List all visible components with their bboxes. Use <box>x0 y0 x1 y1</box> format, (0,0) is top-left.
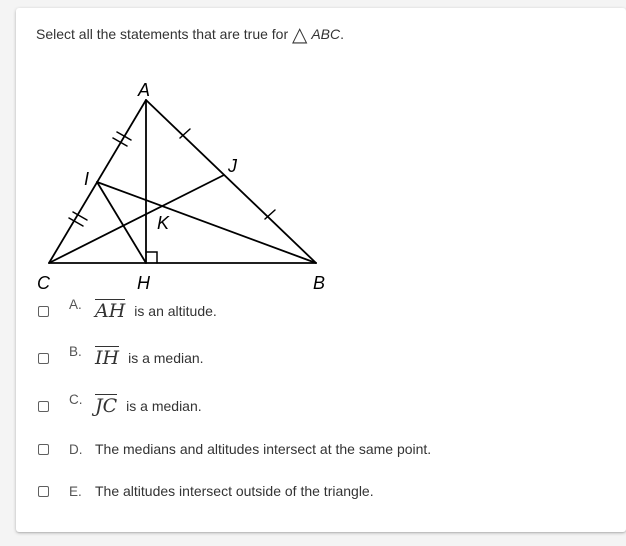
option-c-segment: JC <box>95 395 118 417</box>
option-b-segment: IH <box>95 347 120 369</box>
option-e-letter: E. <box>69 483 82 499</box>
triangle-symbol: △ <box>292 24 308 46</box>
option-c[interactable] <box>38 391 202 421</box>
triangle-name: ABC <box>311 26 341 42</box>
option-b-letter: B. <box>69 343 82 359</box>
option-b-text: is a median. <box>128 350 204 366</box>
prompt-text: Select all the statements that are true for <box>36 26 289 42</box>
option-a-segment: AH <box>95 300 126 322</box>
option-e[interactable] <box>38 476 374 506</box>
option-d-letter: D. <box>69 441 83 457</box>
option-c-checkbox[interactable] <box>38 401 49 412</box>
option-a[interactable] <box>38 296 217 326</box>
option-b-checkbox[interactable] <box>38 353 49 364</box>
option-c-letter: C. <box>69 391 83 407</box>
option-e-text: The altitudes intersect outside of the triangle. <box>95 483 374 499</box>
option-c-text: is a median. <box>126 398 202 414</box>
label-i: I <box>84 169 90 189</box>
question-card <box>16 8 626 532</box>
option-d[interactable] <box>38 434 431 464</box>
label-a: A <box>138 80 151 100</box>
right-angle-mark <box>146 252 157 263</box>
option-e-checkbox[interactable] <box>38 486 49 497</box>
segment-ih <box>97 182 146 263</box>
label-j: J <box>228 156 237 176</box>
label-b: B <box>313 273 326 293</box>
option-d-text: The medians and altitudes intersect at the same point. <box>95 441 432 457</box>
label-h: H <box>137 273 150 293</box>
option-a-checkbox[interactable] <box>38 306 49 317</box>
option-a-text: is an altitude. <box>134 303 217 319</box>
question-prompt <box>36 24 344 46</box>
triangle-figure <box>34 66 334 296</box>
label-k: K <box>157 213 170 233</box>
prompt-period: . <box>340 26 344 42</box>
label-c: C <box>37 273 50 293</box>
option-d-checkbox[interactable] <box>38 444 49 455</box>
side-ab <box>146 100 316 263</box>
option-b[interactable] <box>38 343 204 373</box>
option-a-letter: A. <box>69 296 82 312</box>
